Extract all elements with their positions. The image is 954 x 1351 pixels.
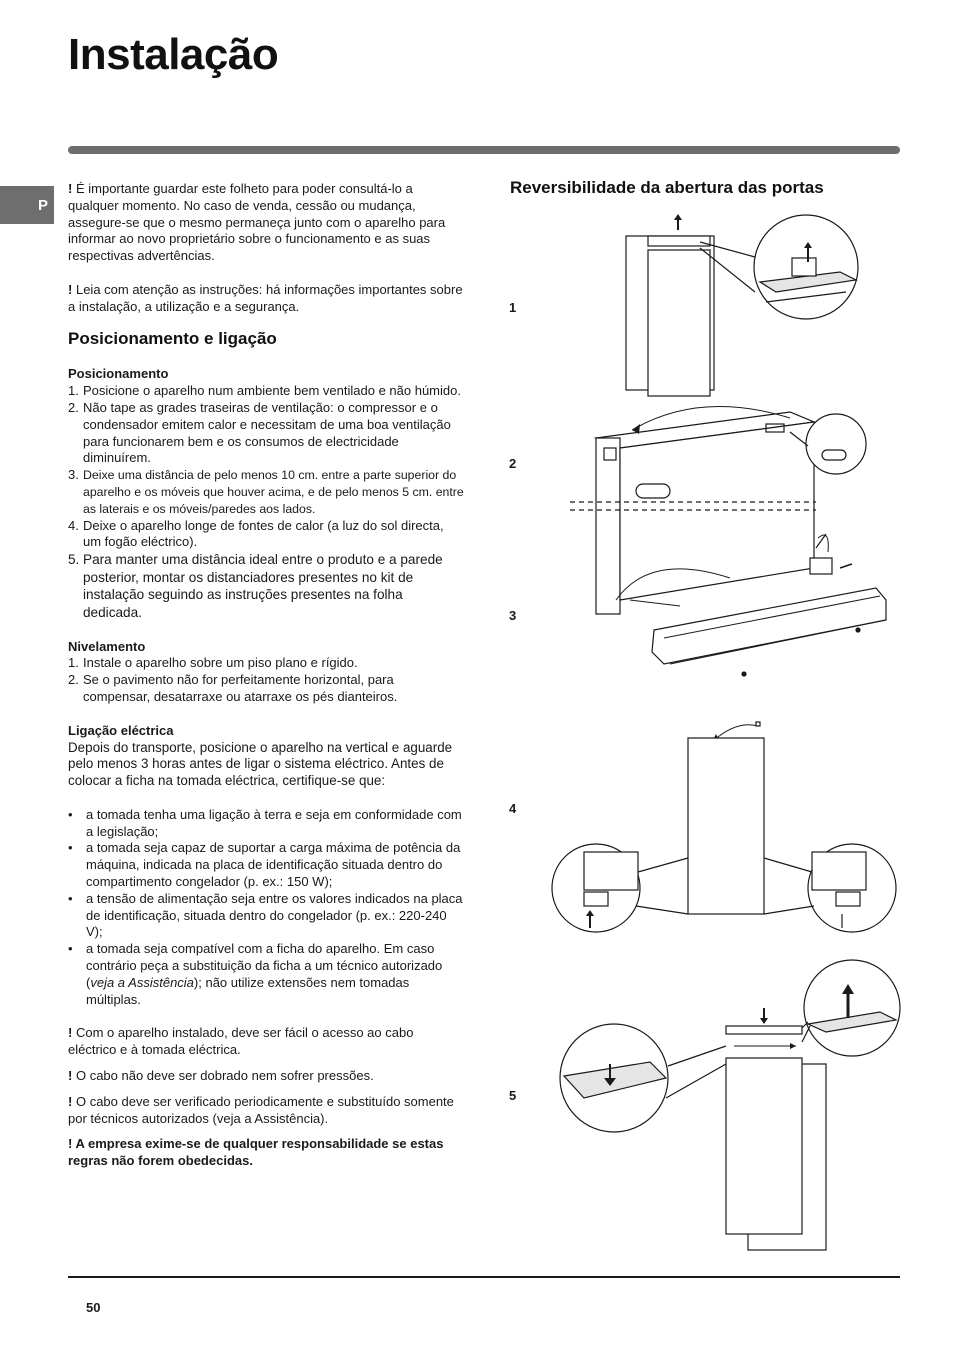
step-number: 5 [509,1088,517,1103]
list-item: 1. Posicione o aparelho num ambiente bem ventilado e não húmido. [68,383,461,399]
page-number: 50 [86,1300,101,1315]
warning-mark: ! [68,181,73,196]
step-number: 3 [509,608,517,623]
subheading-electrical: Ligação eléctrica [68,722,174,738]
warning-paragraph: ! O cabo não deve ser dobrado nem sofrer pressões. [68,1068,374,1084]
section-heading-positioning: Posicionamento e ligação [68,328,277,348]
step-number: 1 [509,300,517,315]
section-heading-door-reversibility: Reversibilidade da abertura das portas [510,178,824,197]
page-title: Instalação [68,30,279,79]
list-item: • a tensão de alimentação seja entre os valores indicados na placa de identificação, situada dentro do congelador (p. ex.: 220-240 V); [68,890,463,940]
subheading-leveling: Nivelamento [68,638,146,654]
list-item: 2. Se o pavimento não for perfeitamente horizontal, para compensar, desatarraxe ou atarraxe os pés dianteiros. [68,672,398,704]
door-reversal-illustration [540,212,910,1262]
step-1-illustration [626,214,858,396]
list-item: 1. Instale o aparelho sobre um piso plano e rígido. [68,655,358,671]
list-item: • a tomada seja capaz de suportar a carga máxima de potência da máquina, indicada na placa de identificação situada dentro do compartimento congelador (p. ex.: 150 W); [68,840,461,890]
step-5-illustration [560,960,900,1250]
footer-divider [68,1276,900,1278]
positioning-list [68,383,464,621]
language-tab: P [0,186,54,224]
list-item: • a tomada seja compatível com a ficha do aparelho. Em caso contrário peça a substituição da ficha a um técnico autorizado (veja a Assistência); não utilize extensões nem tomadas múltiplas. [68,941,443,1007]
step-2-3-illustration [570,406,886,676]
list-item: 4. Deixe o aparelho longe de fontes de calor (a luz do sol directa, um fogão eléctrico). [68,517,444,550]
step-number: 4 [509,801,517,816]
list-item: 5. Para manter uma distância ideal entre o produto e a parede posterior, montar os distanciadores presentes no kit de instalação seguindo as instruções presentes na folha dedicada. [68,552,443,620]
warning-paragraph: ! Com o aparelho instalado, deve ser fácil o acesso ao cabo eléctrico e à tomada eléctrica. [68,1025,414,1058]
title-divider [68,146,900,154]
final-warning: ! A empresa exime-se de qualquer responsabilidade se estas regras não forem obedecidas. [68,1136,444,1169]
list-item: 2. Não tape as grades traseiras de ventilação: o compressor e o condensador emitem calor e necessitam de uma boa ventilação para funcionarem bem e os consumos de electricidade diminuírem. [68,399,451,466]
intro-paragraph-2: ! Leia com atenção as instruções: há informações importantes sobre a instalação, a utilização e a segurança. [68,281,463,314]
intro-paragraph-1: ! É importante guardar este folheto para poder consultá-lo a qualquer momento. No caso de venda, cessão ou mudança, assegure-se que o mesmo permaneça junto com o aparelho para informar ao novo proprietário sobre o funcionamento e as suas respectivas advertências. [68,181,446,264]
step-4-illustration [552,722,896,932]
electrical-intro: Depois do transporte, posicione o aparelho na vertical e aguarde pelo menos 3 horas antes de ligar o sistema eléctrico. Antes de colocar a ficha na tomada eléctrica, certifique-se que: [68,739,453,789]
left-column [68,181,464,1170]
list-item: 3. Deixe uma distância de pelo menos 10 cm. entre a parte superior do aparelho e os móveis que houver acima, e de pelo menos 5 cm. entre as laterais e os móveis/paredes aos lados. [68,467,464,516]
electrical-checklist [68,807,464,1009]
subheading-positioning: Posicionamento [68,366,169,382]
warning-paragraph: ! O cabo deve ser verificado periodicamente e substituído somente por técnicos autorizados (veja a Assistência). [68,1093,454,1126]
warning-mark: ! [68,281,73,297]
step-number: 2 [509,456,517,471]
leveling-list [68,655,464,705]
list-item: • a tomada tenha uma ligação à terra e seja em conformidade com a legislação; [68,806,462,839]
